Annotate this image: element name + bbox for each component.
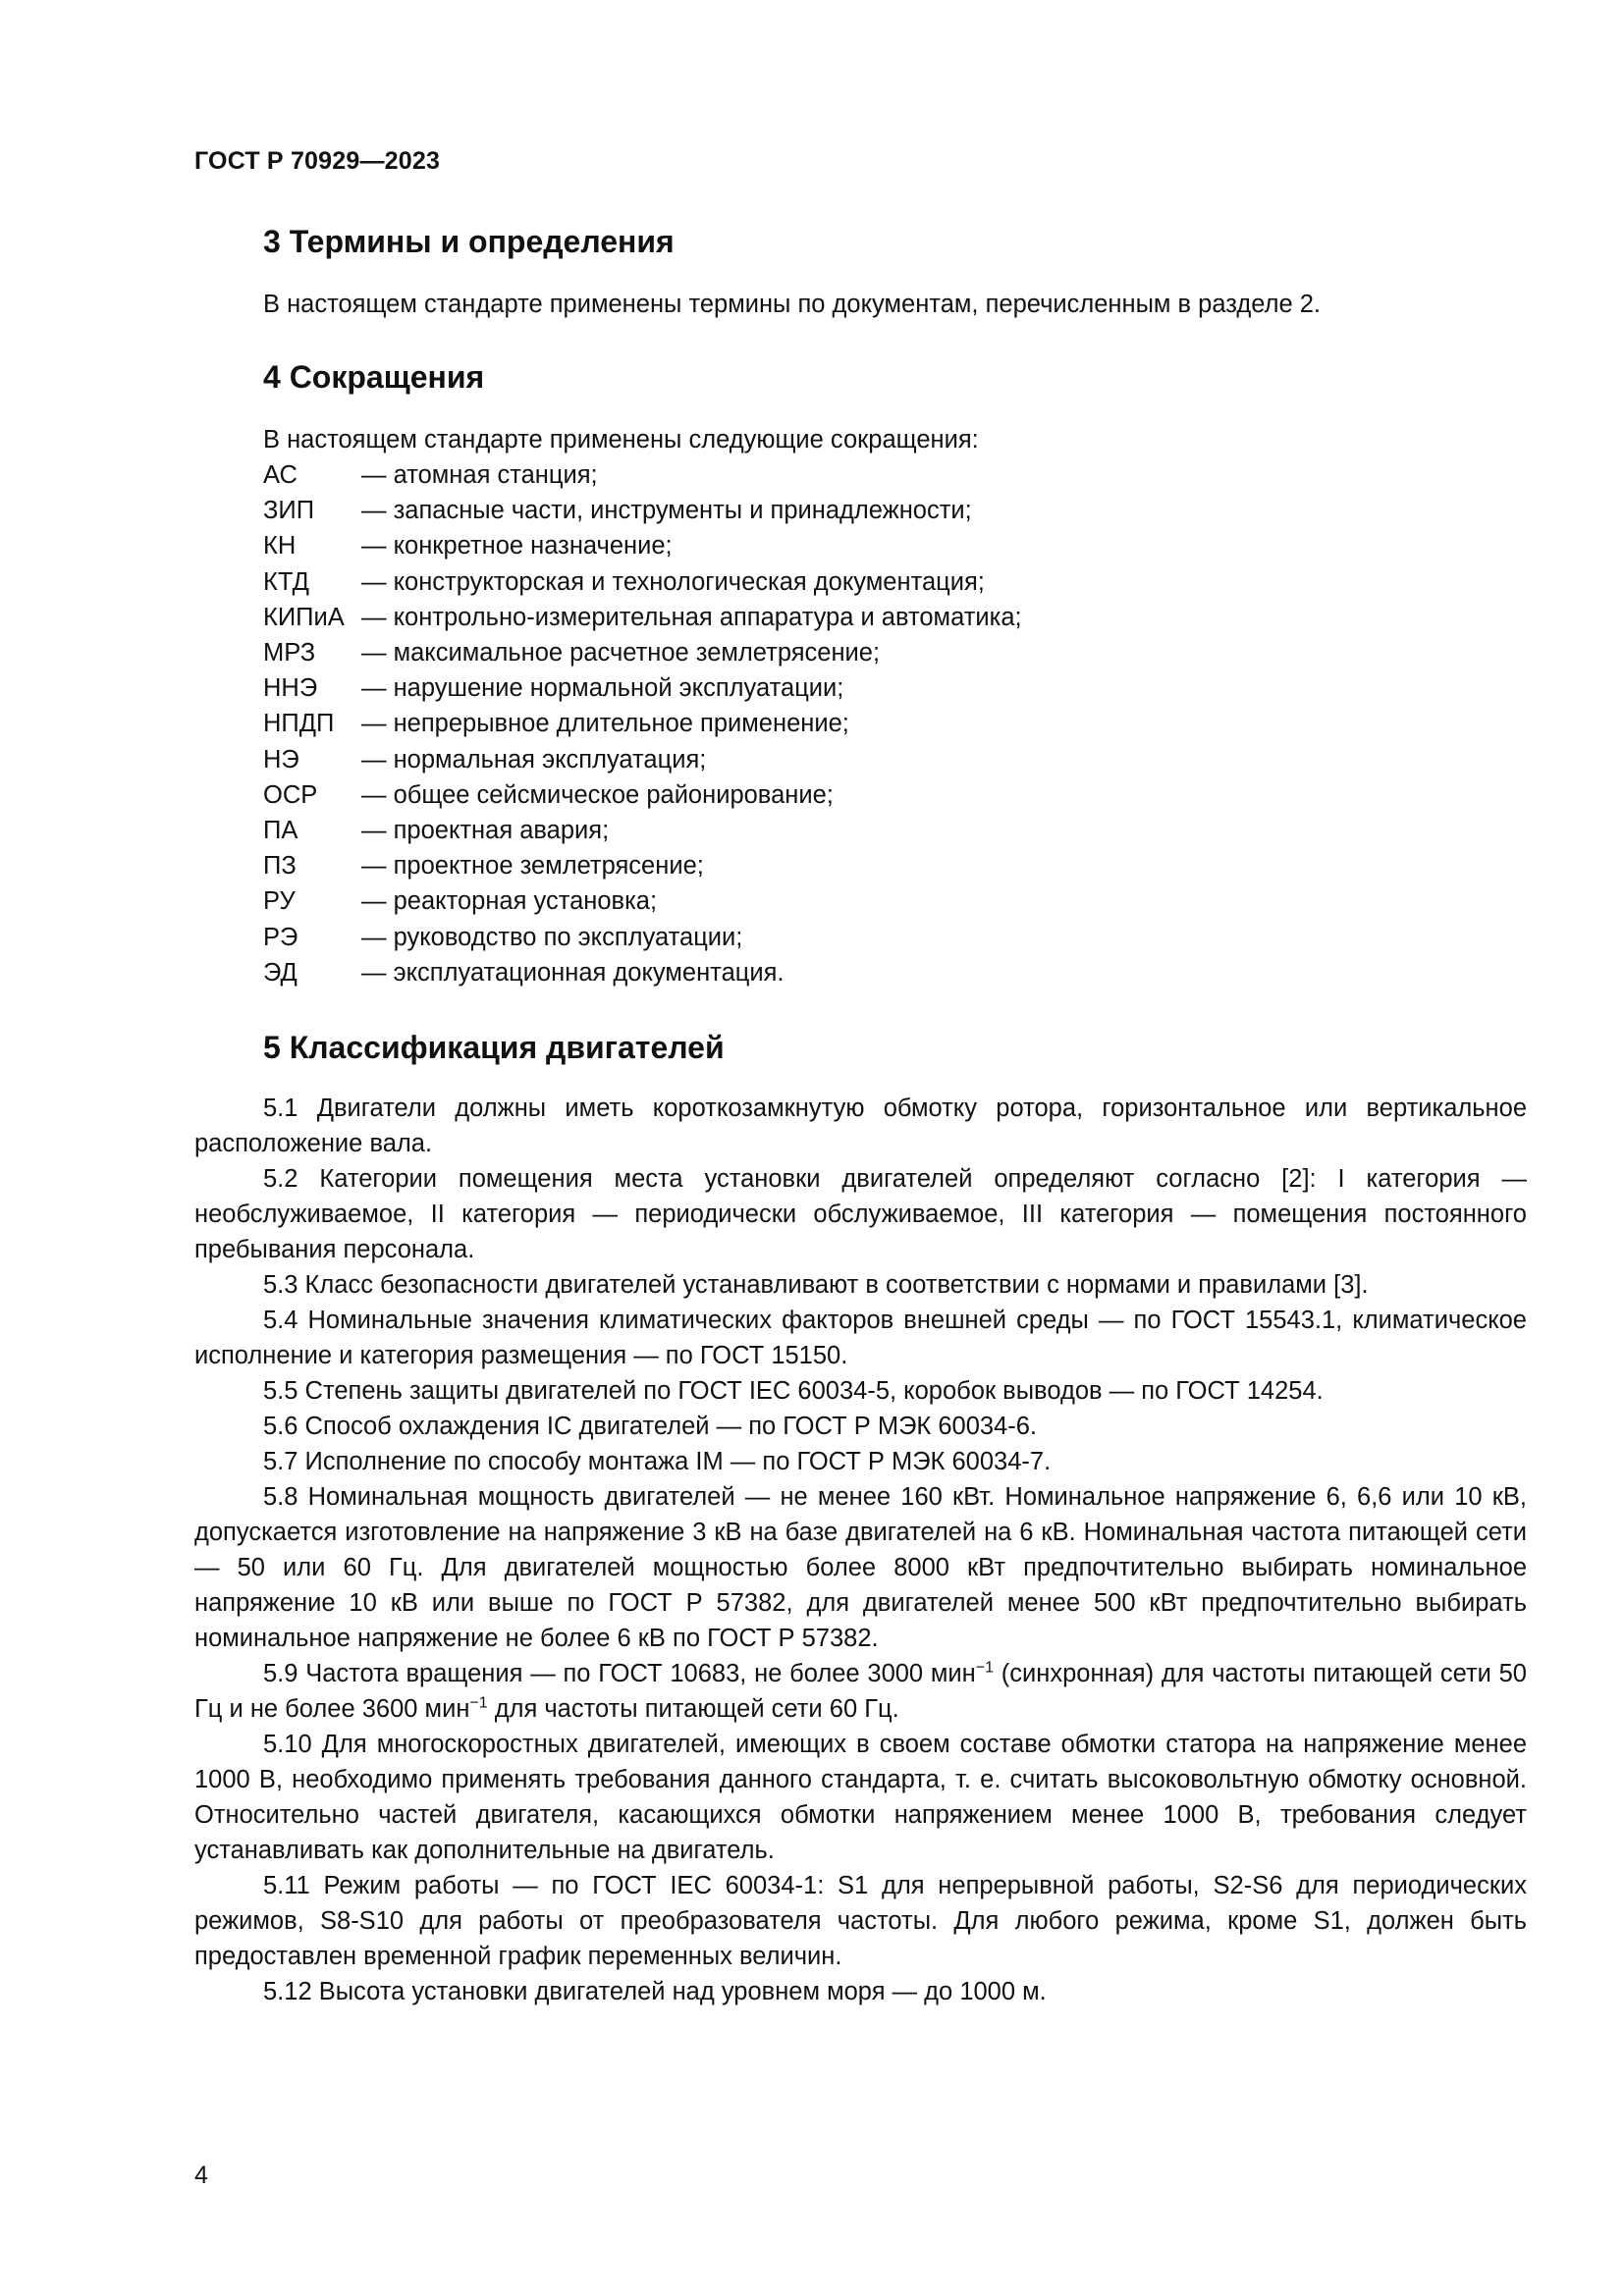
abbreviation-term: КИПиА (263, 603, 345, 631)
abbreviation-item (263, 635, 1527, 670)
section-3-text: В настоящем стандарте применены термины по документам, перечисленным в разделе 2. (263, 291, 1322, 318)
section-4-heading: 4 Сокращения (263, 359, 485, 395)
abbreviation-list (263, 457, 1527, 990)
clause-5-2: 5.2 Категории помещения места установки двигателей определяют согласно [2]: I категория — необслуживаемое, II категория — периодически обслуживаемое, III категория — помещения постоянного пребывания персонала. (194, 1165, 1527, 1264)
abbreviation-item (263, 920, 1527, 955)
abbreviation-definition: — эксплуатационная документация. (361, 958, 785, 987)
clause-5-4: 5.4 Номинальные значения климатических факторов внешней среды — по ГОСТ 15543.1, климатическое исполнение и категория размещения — по ГОСТ 15150. (194, 1307, 1527, 1370)
section-4-intro: В настоящем стандарте применены следующие сокращения: (263, 426, 979, 454)
abbreviation-definition: — общее сейсмическое районирование; (361, 780, 834, 809)
document-code-header: ГОСТ Р 70929—2023 (194, 147, 441, 175)
abbreviation-item (263, 493, 1527, 528)
abbreviation-term: ПА (263, 817, 298, 845)
abbreviation-term: КТД (263, 567, 309, 596)
section-3-heading: 3 Термины и определения (263, 224, 675, 259)
abbreviation-definition: — контрольно-измерительная аппаратура и автоматика; (361, 603, 1022, 631)
abbreviation-item (263, 706, 1527, 741)
page-content (194, 222, 1527, 2009)
abbreviation-definition: — атомная станция; (361, 461, 598, 489)
clause-5-11: 5.11 Режим работы — по ГОСТ IEC 60034-1: S1 для непрерывной работы, S2-S6 для периодических режимов, S8-S10 для работы от преобразователя частоты. Для любого режима, кроме S1, должен быть предоставлен временной график переменных величин. (194, 1872, 1528, 1971)
clause-5-7: 5.7 Исполнение по способу монтажа IM — по ГОСТ Р МЭК 60034-7. (263, 1448, 1052, 1476)
abbreviation-definition: — конкретное назначение; (361, 532, 673, 561)
abbreviation-item (263, 564, 1527, 600)
abbreviation-term: НПДП (263, 710, 335, 738)
abbreviation-definition: — конструкторская и технологическая документация; (361, 567, 985, 596)
clause-5-9-text-1: 5.9 Частота вращения — по ГОСТ 10683, не более 3000 мин (263, 1660, 976, 1688)
clause-5-12: 5.12 Высота установки двигателей над уровнем моря — до 1000 м. (263, 1978, 1047, 2006)
page-number: 4 (194, 2162, 208, 2189)
abbreviation-term: КН (263, 532, 297, 561)
abbreviation-item (263, 528, 1527, 563)
abbreviation-term: ПЗ (263, 852, 297, 881)
clause-5-1: 5.1 Двигатели должны иметь короткозамкнутую обмотку ротора, горизонтальное или вертикальное расположение вала. (194, 1095, 1527, 1158)
abbreviation-definition: — нормальная эксплуатация; (361, 745, 707, 774)
abbreviation-item (263, 457, 1527, 493)
abbreviation-item (263, 883, 1527, 919)
abbreviation-definition: — непрерывное длительное применение; (361, 710, 849, 738)
section-5-body (194, 1091, 1527, 2009)
abbreviation-item (263, 670, 1527, 706)
abbreviation-term: ННЭ (263, 674, 318, 703)
abbreviation-term: ЭД (263, 958, 298, 987)
abbreviation-term: АС (263, 461, 298, 489)
abbreviation-definition: — запасные части, инструменты и принадлежности; (361, 497, 972, 525)
abbreviation-definition: — руководство по эксплуатации; (361, 923, 743, 951)
clause-5-9-superscript-2: −1 (469, 1694, 488, 1712)
abbreviation-definition: — проектное землетрясение; (361, 852, 704, 881)
abbreviation-item (263, 742, 1527, 777)
clause-5-3: 5.3 Класс безопасности двигателей устанавливают в соответствии с нормами и правилами [3]. (263, 1271, 1369, 1300)
clause-5-9-superscript-1: −1 (975, 1659, 994, 1677)
section-5-heading: 5 Классификация двигателей (263, 1030, 725, 1066)
abbreviation-term: РУ (263, 887, 296, 916)
abbreviation-term: ЗИП (263, 497, 315, 525)
clause-5-6: 5.6 Способ охлаждения IC двигателей — по ГОСТ Р МЭК 60034-6. (263, 1413, 1037, 1441)
clause-5-9-text-3: для частоты питающей сети 60 Гц. (487, 1695, 899, 1724)
clause-5-9-text-2: (синхронная) для частоты питающей сети 50 Гц и не более 3600 мин (194, 1660, 1527, 1724)
abbreviation-item (263, 600, 1527, 635)
clause-5-5: 5.5 Степень защиты двигателей по ГОСТ IEC 60034-5, коробок выводов — по ГОСТ 14254. (263, 1377, 1324, 1406)
abbreviation-definition: — нарушение нормальной эксплуатации; (361, 674, 844, 703)
abbreviation-item (263, 813, 1527, 848)
abbreviation-item (263, 777, 1527, 813)
clause-5-10: 5.10 Для многоскоростных двигателей, имеющих в своем составе обмотки статора на напряжение менее 1000 В, необходимо применять требования данного стандарта, т. е. считать высоковольтную обмотку основной. Относительно частей двигателя, касающихся обмотки напряжением менее 1000 В, требования следует устанавливать как дополнительные на двигатель. (194, 1731, 1527, 1865)
abbreviation-term: НЭ (263, 745, 299, 774)
abbreviation-definition: — проектная авария; (361, 817, 610, 845)
abbreviation-term: ОСР (263, 780, 318, 809)
abbreviation-term: РЭ (263, 923, 298, 951)
clause-5-8: 5.8 Номинальная мощность двигателей — не менее 160 кВт. Номинальное напряжение 6, 6,6 или 10 кВ, допускается изготовление на напряжение 3 кВ на базе двигателей на 6 кВ. Номинальная частота питающей сети — 50 или 60 Гц. Для двигателей мощностью более 8000 кВт предпочтительно выбирать номинальное напряжение 10 кВ или выше по ГОСТ Р 57382, для двигателей менее 500 кВт предпочтительно выбирать номинальное напряжение не более 6 кВ по ГОСТ Р 57382. (194, 1483, 1527, 1653)
abbreviation-item (263, 955, 1527, 990)
abbreviation-definition: — максимальное расчетное землетрясение; (361, 639, 881, 667)
abbreviation-definition: — реакторная установка; (361, 887, 658, 916)
abbreviation-term: МРЗ (263, 639, 316, 667)
abbreviation-item (263, 848, 1527, 883)
clause-5-9 (194, 1656, 1527, 1727)
